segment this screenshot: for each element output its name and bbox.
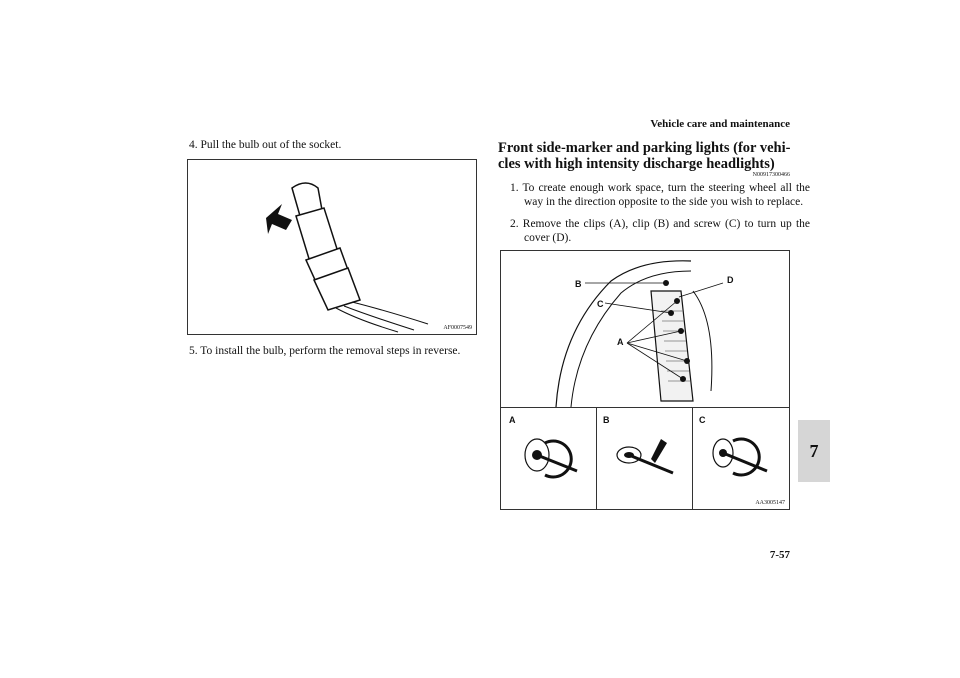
reference-code: N00917300466 (752, 172, 790, 178)
bulb-socket-illustration (188, 160, 476, 334)
chapter-tab: 7 (798, 420, 830, 482)
panel-label-a: A (509, 415, 516, 425)
step-4-text: 4. Pull the bulb out of the socket. (189, 139, 342, 151)
figure-code-2: AA3005147 (755, 500, 785, 506)
wheel-well-illustration (501, 251, 789, 407)
detail-panels-illustration (501, 409, 789, 509)
label-b: B (575, 279, 582, 289)
step-2-text: 2. Remove the clips (A), clip (B) and screw (C) to turn up the cover (D). (510, 218, 810, 244)
pull-arrow-icon (266, 204, 292, 234)
bulb-removal-figure (187, 159, 477, 335)
page-number: 7-57 (769, 549, 790, 561)
panel-divider (501, 407, 789, 408)
rotate-arrow-icon-c (733, 439, 759, 475)
step-1-text: 1. To create enough work space, turn the steering wheel all the way in the direction opposite to the side you wish to replace. (510, 182, 810, 208)
figure-code: AF0007549 (443, 325, 472, 331)
label-c: C (597, 299, 604, 309)
step-5-text: 5. To install the bulb, perform the removal steps in reverse. (189, 345, 461, 357)
label-a: A (617, 337, 624, 347)
section-title-line2: cles with high intensity discharge headlights) (498, 156, 775, 172)
pull-up-arrow-icon (651, 439, 667, 463)
running-header: Vehicle care and maintenance (650, 118, 790, 130)
label-d: D (727, 275, 734, 285)
panel-label-c: C (699, 415, 706, 425)
panel-label-b: B (603, 415, 610, 425)
cover-removal-figure (500, 250, 790, 510)
section-title-line1: Front side-marker and parking lights (for vehi- (498, 140, 791, 156)
